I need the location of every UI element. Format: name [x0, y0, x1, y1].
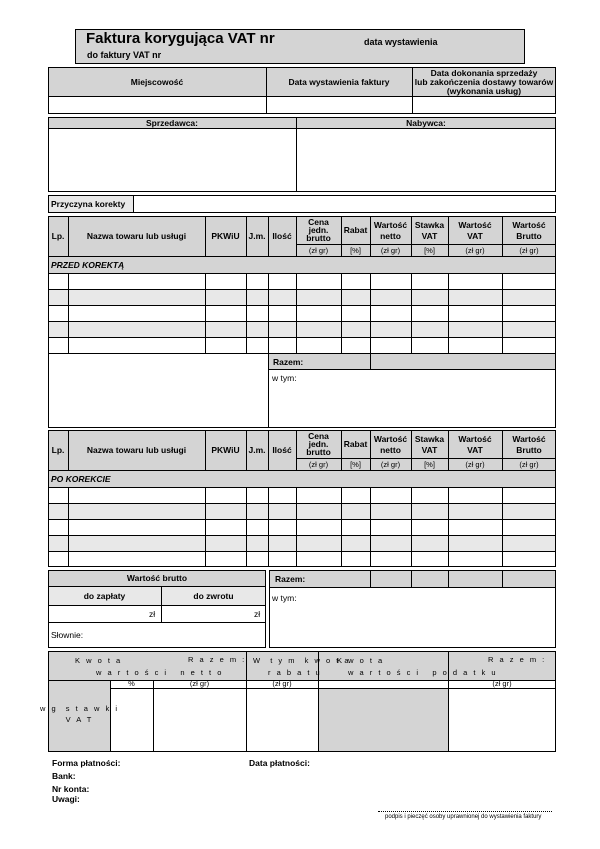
payment-form-label: Forma płatności:	[52, 758, 121, 768]
col-rate-2-2: VAT	[421, 444, 438, 455]
col-vat-2: VAT	[467, 230, 483, 241]
col-gross-2-1: Wartość	[512, 433, 546, 444]
col-net-2-2: netto	[380, 444, 401, 455]
section-after: PO KOREKCIE	[51, 474, 111, 484]
summary-tax-value: w a r t o ś c i p o d a t k u	[348, 668, 498, 677]
summary-kwota-2: K w o t a	[337, 656, 385, 665]
place-label: Miejscowość	[130, 76, 184, 87]
col-jm: J.m.	[248, 231, 266, 242]
col-pkwiu-2: PKWiU	[211, 445, 240, 456]
unit-gross: (zł gr)	[519, 245, 539, 255]
summary-razem-1: R a z e m :	[188, 655, 247, 664]
razem-before-label: Razem:	[273, 357, 304, 367]
invoice-date-field[interactable]	[267, 97, 412, 113]
col-pkwiu: PKWiU	[211, 231, 240, 242]
bank-label: Bank:	[52, 771, 76, 781]
invoice-ref-label: do faktury VAT nr	[87, 50, 162, 60]
payment-date-label: Data płatności:	[249, 758, 310, 768]
unit-net: (zł gr)	[380, 245, 401, 255]
invoice-title: Faktura korygująca VAT nr	[86, 30, 275, 47]
col-discount-2: Rabat	[343, 439, 368, 450]
sale-date-field[interactable]	[413, 97, 555, 113]
summary-shaded-cell	[318, 688, 448, 751]
to-refund-currency: zł	[254, 609, 261, 619]
unit-discount: [%]	[350, 245, 361, 255]
summary-razem-2: R a z e m :	[488, 655, 547, 664]
summary-zl-3: (zł gr)	[492, 679, 512, 689]
section-before: PRZED KOREKTĄ	[51, 260, 125, 270]
razem-after-label: Razem:	[275, 574, 306, 584]
sale-date-label-2: lub zakończenia dostawy towarów	[414, 76, 554, 87]
to-pay-currency: zł	[149, 609, 156, 619]
summary-discount-2: r a b a t u	[268, 668, 322, 677]
to-refund-label: do zwrotu	[193, 590, 234, 601]
col-price-2-1: Cena	[308, 431, 329, 442]
to-pay-label: do zapłaty	[83, 590, 126, 601]
col-discount: Rabat	[343, 225, 368, 236]
unit-net-2: (zł gr)	[380, 459, 401, 469]
in-words-label: Słownie:	[51, 630, 84, 640]
issue-date-label: data wystawienia	[364, 37, 438, 47]
summary-net-value: w a r t o ś c i n e t t o	[96, 668, 224, 677]
summary-zl-1: (zł gr)	[189, 679, 210, 689]
w-tym-after-label: w tym:	[272, 593, 297, 603]
col-net-1: Wartość	[373, 219, 408, 230]
buyer-field[interactable]	[297, 129, 555, 191]
col-vat-2-2: VAT	[467, 444, 483, 455]
col-net-2-1: Wartość	[373, 433, 408, 444]
seller-label: Sprzedawca:	[146, 117, 198, 128]
col-qty: Ilość	[272, 231, 292, 242]
summary-zl-2: (zł gr)	[272, 679, 292, 689]
reason-label: Przyczyna korekty	[51, 199, 126, 209]
col-price-1: Cena	[308, 217, 329, 228]
place-field[interactable]	[49, 97, 266, 113]
summary-kwota: K w o t a	[75, 656, 123, 665]
col-name: Nazwa towaru lub usługi	[86, 231, 187, 242]
col-gross-2: Brutto	[516, 230, 542, 241]
col-rate-2: VAT	[421, 230, 438, 241]
col-rate-1: Stawka	[414, 219, 445, 230]
summary-discount-1: W t y m k w o t a	[253, 656, 351, 665]
col-price-3: brutto	[306, 233, 331, 244]
unit-price-2: (zł gr)	[308, 459, 329, 469]
invoice-date-label: Data wystawienia faktury	[288, 76, 390, 87]
buyer-label: Nabywca:	[406, 117, 446, 128]
unit-rate-2: [%]	[424, 459, 435, 469]
gross-title: Wartość brutto	[126, 573, 188, 584]
col-price-2: jedn.	[308, 225, 329, 236]
summary-by-rate-1: w g s t a w k i	[39, 703, 120, 713]
summary-pct: %	[128, 679, 135, 689]
signature-line[interactable]	[378, 811, 552, 812]
account-label: Nr konta:	[52, 784, 90, 794]
sale-date-label-3: (wykonania usług)	[446, 85, 522, 96]
summary-by-rate-2: V A T	[65, 714, 94, 724]
col-vat-2-1: Wartość	[458, 433, 492, 444]
col-jm-2: J.m.	[248, 445, 266, 456]
col-rate-2-1: Stawka	[414, 433, 445, 444]
razem-before-row	[371, 354, 555, 369]
unit-rate: [%]	[424, 245, 435, 255]
col-vat-1: Wartość	[458, 219, 492, 230]
seller-field[interactable]	[49, 129, 296, 191]
col-price-2-3: brutto	[306, 447, 331, 458]
unit-vat-2: (zł gr)	[465, 459, 485, 469]
signature-caption: podpis i pieczęć osoby uprawnionej do wystawienia faktury	[385, 814, 542, 820]
col-price-2-2: jedn.	[308, 439, 329, 450]
col-gross-1: Wartość	[512, 219, 546, 230]
unit-vat: (zł gr)	[465, 245, 485, 255]
col-gross-2-2: Brutto	[516, 444, 542, 455]
unit-gross-2: (zł gr)	[519, 459, 539, 469]
col-net-2: netto	[380, 230, 401, 241]
col-lp: Lp.	[51, 231, 65, 242]
unit-price: (zł gr)	[308, 245, 329, 255]
w-tym-before-label: w tym:	[272, 373, 297, 383]
col-name-2: Nazwa towaru lub usługi	[86, 445, 187, 456]
col-lp-2: Lp.	[51, 445, 65, 456]
sale-date-label-1: Data dokonania sprzedaży	[430, 67, 538, 78]
notes-label: Uwagi:	[52, 794, 80, 804]
col-qty-2: Ilość	[272, 445, 292, 456]
unit-discount-2: [%]	[350, 459, 361, 469]
reason-field[interactable]	[134, 196, 555, 212]
